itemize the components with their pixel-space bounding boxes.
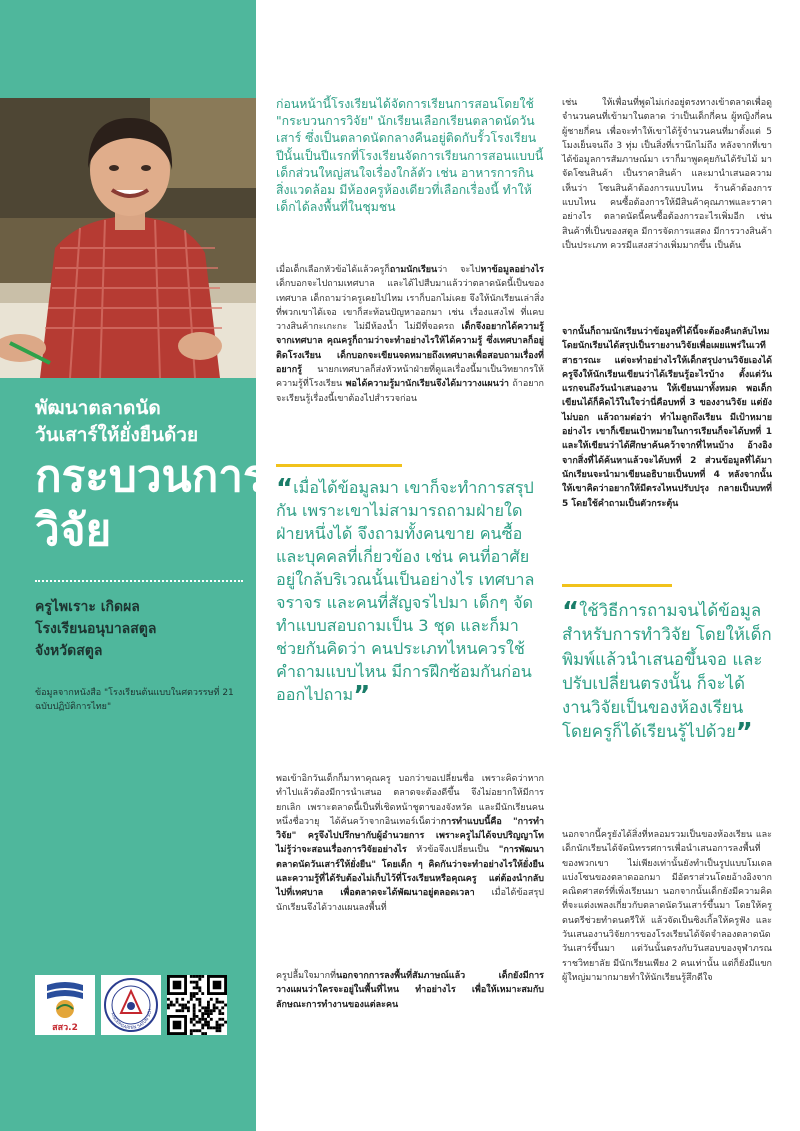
text-run: ถ้าอยากจะเรียนรู้เรื่องนี้เขาต้องไปสำรวจก่อน: [276, 379, 544, 404]
dotted-divider: [35, 580, 243, 582]
school-emblem-logo: [101, 975, 161, 1035]
title-line-3: กระบวนการ: [35, 451, 267, 502]
teacher-photo: [0, 98, 256, 378]
text-run: หัวข้อจึงเปลี่ยนเป็น: [406, 845, 499, 856]
author-block: [35, 596, 245, 662]
intro-paragraph: ก่อนหน้านี้โรงเรียนได้จัดการเรียนการสอนโดยใช้ "กระบวนการวิจัย" นักเรียนเลือกเรียนตลาดนัดวันเสาร์ ซึ่งเป็นตลาดนัดกลางคืนอยู่ติดกับรั้วโรงเรียน ปีนั้นเป็นปีแรกที่โรงเรียนจัดการเรียนการสอนแบบนี้ เด็กส่วนใหญ่สนใจเรื่องใกล้ตัว เช่น อาหารการกิน สิ่งแวดล้อม มีห้องครูห้องเดียวที่เลือกเรื่องนี้ ทำให้เด็กได้ลงพื้นที่ในชุมชน: [276, 97, 544, 215]
qr-code-icon: [167, 975, 227, 1035]
open-quote-icon: “: [276, 474, 294, 504]
school-emblem-text: KINDERGARTEN SATUN SCH: [110, 1008, 153, 1031]
author-school: โรงเรียนอนุบาลสตูล: [35, 621, 157, 637]
text-run: ถามนักเรียน: [389, 265, 438, 275]
title-line-1: พัฒนาตลาดนัด: [35, 397, 161, 419]
body-paragraph-4: เช่น ให้เพื่อนที่พูดไม่เก่งอยู่ตรงทางเข้าตลาดเพื่อดูจำนวนคนที่เข้ามาในตลาด ว่าเป็นเด็กกี่คน ผู้หญิงกี่คน ผู้ชายกี่คน เพื่อจะทำให้เขาได้รู้จำนวนคนที่มาตั้งแต่ 5 โมงเย็นจนถึง 3 ทุ่ม เป็นสิ่งที่เรานึกไม่ถึง หลังจากที่เขาได้ข้อมูลการสัมภาษณ์มา เราก็มาพูดคุยกันได้รับไม้ มาจัดโซนสินค้า เป็นราคาสินค้า และมานำเสนอความเห็นว่า โซนสินค้าต้องการแบบไหน ร้านค้าต้องการแบบไหน คนซื้อต้องการให้มีสินค้าคุณภาพและราคาอย่างไร ตลาดนัดนี้คนซื้อต้องการอะไรเพิ่มอีก เช่น สินค้าที่เป็นของสตูล มีการจัดการแสดง มีการวางสินค้าเป็นประเภท ควรมีแสงสว่างเพิ่มมากขึ้น เป็นต้น: [562, 98, 772, 251]
logo-row: [35, 975, 245, 1037]
title-line-2: วันเสาร์ให้ยั่งยืนด้วย: [35, 424, 199, 446]
title-line-4: วิจัย: [35, 505, 112, 556]
ssk-logo: [35, 975, 95, 1035]
close-quote-icon-2: ”: [735, 718, 753, 749]
pull-quote-2: [562, 597, 772, 749]
body-paragraph-2: [276, 772, 544, 915]
text-run: เด็กจึงอยากได้ความรู้จากเทศบาล คุณครูก็ถามว่าจะทำอย่างไรให้ได้ความรู้ ซึ่งเทศบาลก็อยู่ติดโรงเรียน เด็กบอกจะเขียนจดหมายถึงเทศบาลเพื่อสอบถามเรื่องที่อยากรู้: [276, 322, 544, 376]
body-paragraph-6: นอกจากนี้ครูยังได้สิ่งที่หลอมรวมเป็นของห้องเรียน และเด็กนักเรียนได้จัดนิทรรศการเพื่อนำเสนอการลงพื้นที่ของพวกเขา ไม่เพียงเท่านั้นยังทำเป็นรูปแบบโมเดล แบ่งโซนของตลาดออกมา มีอัตราส่วนโดยอ้างอิงจากคณิตศาสตร์ที่เพิ่งเรียนมา นอกจากนั้นเด็กยังมีความคิดที่จะแต่งเพลงเกี่ยวกับตลาดนัดวันเสาร์ขึ้นมา โดยให้ครูดนตรีช่วยทำดนตรีให้ แล้วจัดเป็นซิงเกิ้ลให้ครูฟัง และวันเสนองานวิจัยการของโรงเรียนได้จัดจำลองตลาดนัดวันเสาร์ขึ้นมา แต่วันนั้นตรงกับวันสอบของจุฬาภรณราชวิทยาลัย มีนักเรียนเพียง 2 คนเท่านั้น แต่ก็ยังมีแขกผู้ใหญ่มามากมายทำให้นักเรียนรู้สึกดีใจ: [562, 830, 772, 983]
text-run: นายกเทศบาลก็ส่งหัวหน้าฝ่ายที่ดูแลเรื่องนี้มาเป็นวิทยากรให้ความรู้ที่โรงเรียน: [276, 365, 544, 390]
body-paragraph-1: [276, 263, 544, 406]
article-title: [35, 395, 267, 557]
body-paragraph-5: จากนั้นก็ถามนักเรียนว่าข้อมูลที่ได้นี้จะต้องคืนกลับไหม โดยนักเรียนได้สรุปเป็นรายงานวิจัยเพื่อเผยแพร่ในเวทีสาธารณะ แต่จะทำอย่างไรให้เด็กสรุปงานวิจัยเองได้ ครูจึงให้นักเรียนเขียนว่าได้เรียนรู้อะไรบ้าง ตั้งแต่วันแรกจนถึงวันนำเสนองาน ให้เขียนมาทั้งหมด พอเด็กเขียนได้ก็คิดไว้ในใจว่านี่คือบทที่ 3 ของงานวิจัย แต่ยังไม่บอก แล้วถามต่อว่า ทำไมลูกถึงเรียน มีเป้าหมายอย่างไร เขาก็เขียนเป้าหมายในการเรียนก็จะได้บทที่ 1 และให้เขียนว่าได้ศึกษาค้นคว้าจากที่ไหนบ้าง อ้างอิงจากสิ่งที่ได้ค้นหาแล้วจะได้บทที่ 2 ส่วนข้อมูลที่ได้มา นักเรียนจะนำมาเขียนอธิบายเป็นบทที่ 4 หลังจากนั้นให้เขาคิดว่าอยากให้มีตรงไหนปรับปรุง กลายเป็นบทที่ 5 โดยใช้คำถามเป็นตัวกระตุ้น: [562, 327, 772, 509]
author-province: จังหวัดสตูล: [35, 643, 103, 659]
text-run: นอกจากการลงพื้นที่สัมภาษณ์แล้ว เด็กยังมีการวางแผนว่าใครจะอยู่ในพื้นที่ไหน ทำอย่างไร เพื่อให้เหมาะสมกับลักษณะการทำงานของแต่ละคน: [276, 971, 544, 1010]
pull-quote-1-text: เมื่อได้ข้อมูลมา เขาก็จะทำการสรุปกัน เพราะเขาไม่สามารถถามฝ่ายใดฝ่ายหนึ่งได้ จึงถามทั้งคนขาย คนซื้อ และบุคคลที่เกี่ยวข้อง เช่น คนที่อาศัยอยู่ใกล้บริเวณนั้นเป็นอย่างไร เทศบาล จราจร และคนที่สัญจรไปมา เด็กๆ จัดทำแบบสอบถามเป็น 3 ชุด และก็มาช่วยกันคิดว่า คนประเภทไหนควรใช้คำถามแบบไหน มีการฝึกซ้อมกันก่อนออกไปถาม: [276, 478, 535, 704]
text-run: ครูปลื้มใจมากที่: [276, 971, 337, 981]
open-quote-icon-2: “: [562, 597, 580, 627]
pull-quote-1: [276, 474, 546, 711]
text-run: "การพัฒนาตลาดนัดวันเสาร์ให้ยั่งยืน" โดยเด็ก ๆ คิดกันว่าจะทำอย่างไรให้ยั่งยืน และความรู้ที่ได้รับต้องไม่เก็บไว้ที่โรงเรียนหรือคุณครู แต่ต้องนำกลับไปที่เทศบาล เพื่อตลาดจะได้พัฒนาอยู่ตลอดเวลา: [276, 845, 544, 899]
body-paragraph-3: [276, 969, 544, 1012]
source-note: ข้อมูลจากหนังสือ "โรงเรียนต้นแบบในศตวรรษที่ 21 ฉบับปฏิบัติการไทย": [35, 688, 234, 712]
text-run: การทำแบบนี้คือ "การทำวิจัย" ครูจึงไปปรึกษากับผู้อำนวยการ เพราะครูไม่ได้จบปริญญาโท ไม่รู้ว่าจะสอนเรื่องการวิจัยอย่างไร: [276, 816, 544, 856]
close-quote-icon: ”: [353, 681, 371, 711]
ssk-logo-text: สสว.2: [52, 1023, 78, 1033]
text-run: พอได้ความรู้มานักเรียนจึงได้มาวางแผนว่า: [345, 379, 509, 390]
text-run: เด็กบอกจะไปถามเทศบาล และได้ไปสืบมาแล้วว่าตลาดนัดนี้เป็นของเทศบาล เด็กถามว่าครูเคยไปไหม เราก็บอกไม่เคย จึงให้นักเรียนเล่าสิ่งที่พวกเขาได้เจอ เขาก็สะท้อนปัญหาออกมา เช่น เรื่องแสงไฟ ที่แคบ วางสินค้ากะเกะกะ ไม่มีห้องน้ำ ไม่มีที่จอดรถ: [276, 279, 544, 333]
text-run: พอเข้าอิกวันเด็กก็มาหาคุณครู บอกว่าขอเปลี่ยนชื่อ เพราะคิดว่าหากทำไปแล้วต้องมีการนำเสนอ ตลาดจะต้องดีขึ้น จึงไม่อยากให้มีการยกเลิก เพราะตลาดนี้เป็นที่เชิดหน้าชูตาของจังหวัด และมีนักเรียนคนหนึ่งชื่อวายุ ได้ค้นคว้าจากอินเทอร์เน็ตว่า: [276, 774, 544, 827]
pull-quote-2-text: ใช้วิธีการถามจนได้ข้อมูลสำหรับการทำวิจัย โดยให้เด็กพิมพ์แล้วนำเสนอขึ้นจอ และปรับเปลี่ยนตรงนั้น ก็จะได้งานวิจัยเป็นของห้องเรียน โดยครูก็ได้เรียนรู้ไปด้วย: [562, 600, 772, 742]
quote-rule-top: [276, 464, 402, 467]
text-run: หาข้อมูลอย่างไร: [480, 265, 544, 275]
text-run: เมื่อเด็กเลือกหัวข้อได้แล้วครูก็: [276, 265, 390, 275]
quote-rule-right: [562, 584, 672, 587]
text-run: ว่า จะไป: [437, 265, 481, 275]
text-run: เมื่อได้ข้อสรุปนักเรียนจึงได้วางแผนลงพื้นที่: [276, 888, 544, 913]
author-name: ครูไพเราะ เกิดผล: [35, 599, 140, 615]
